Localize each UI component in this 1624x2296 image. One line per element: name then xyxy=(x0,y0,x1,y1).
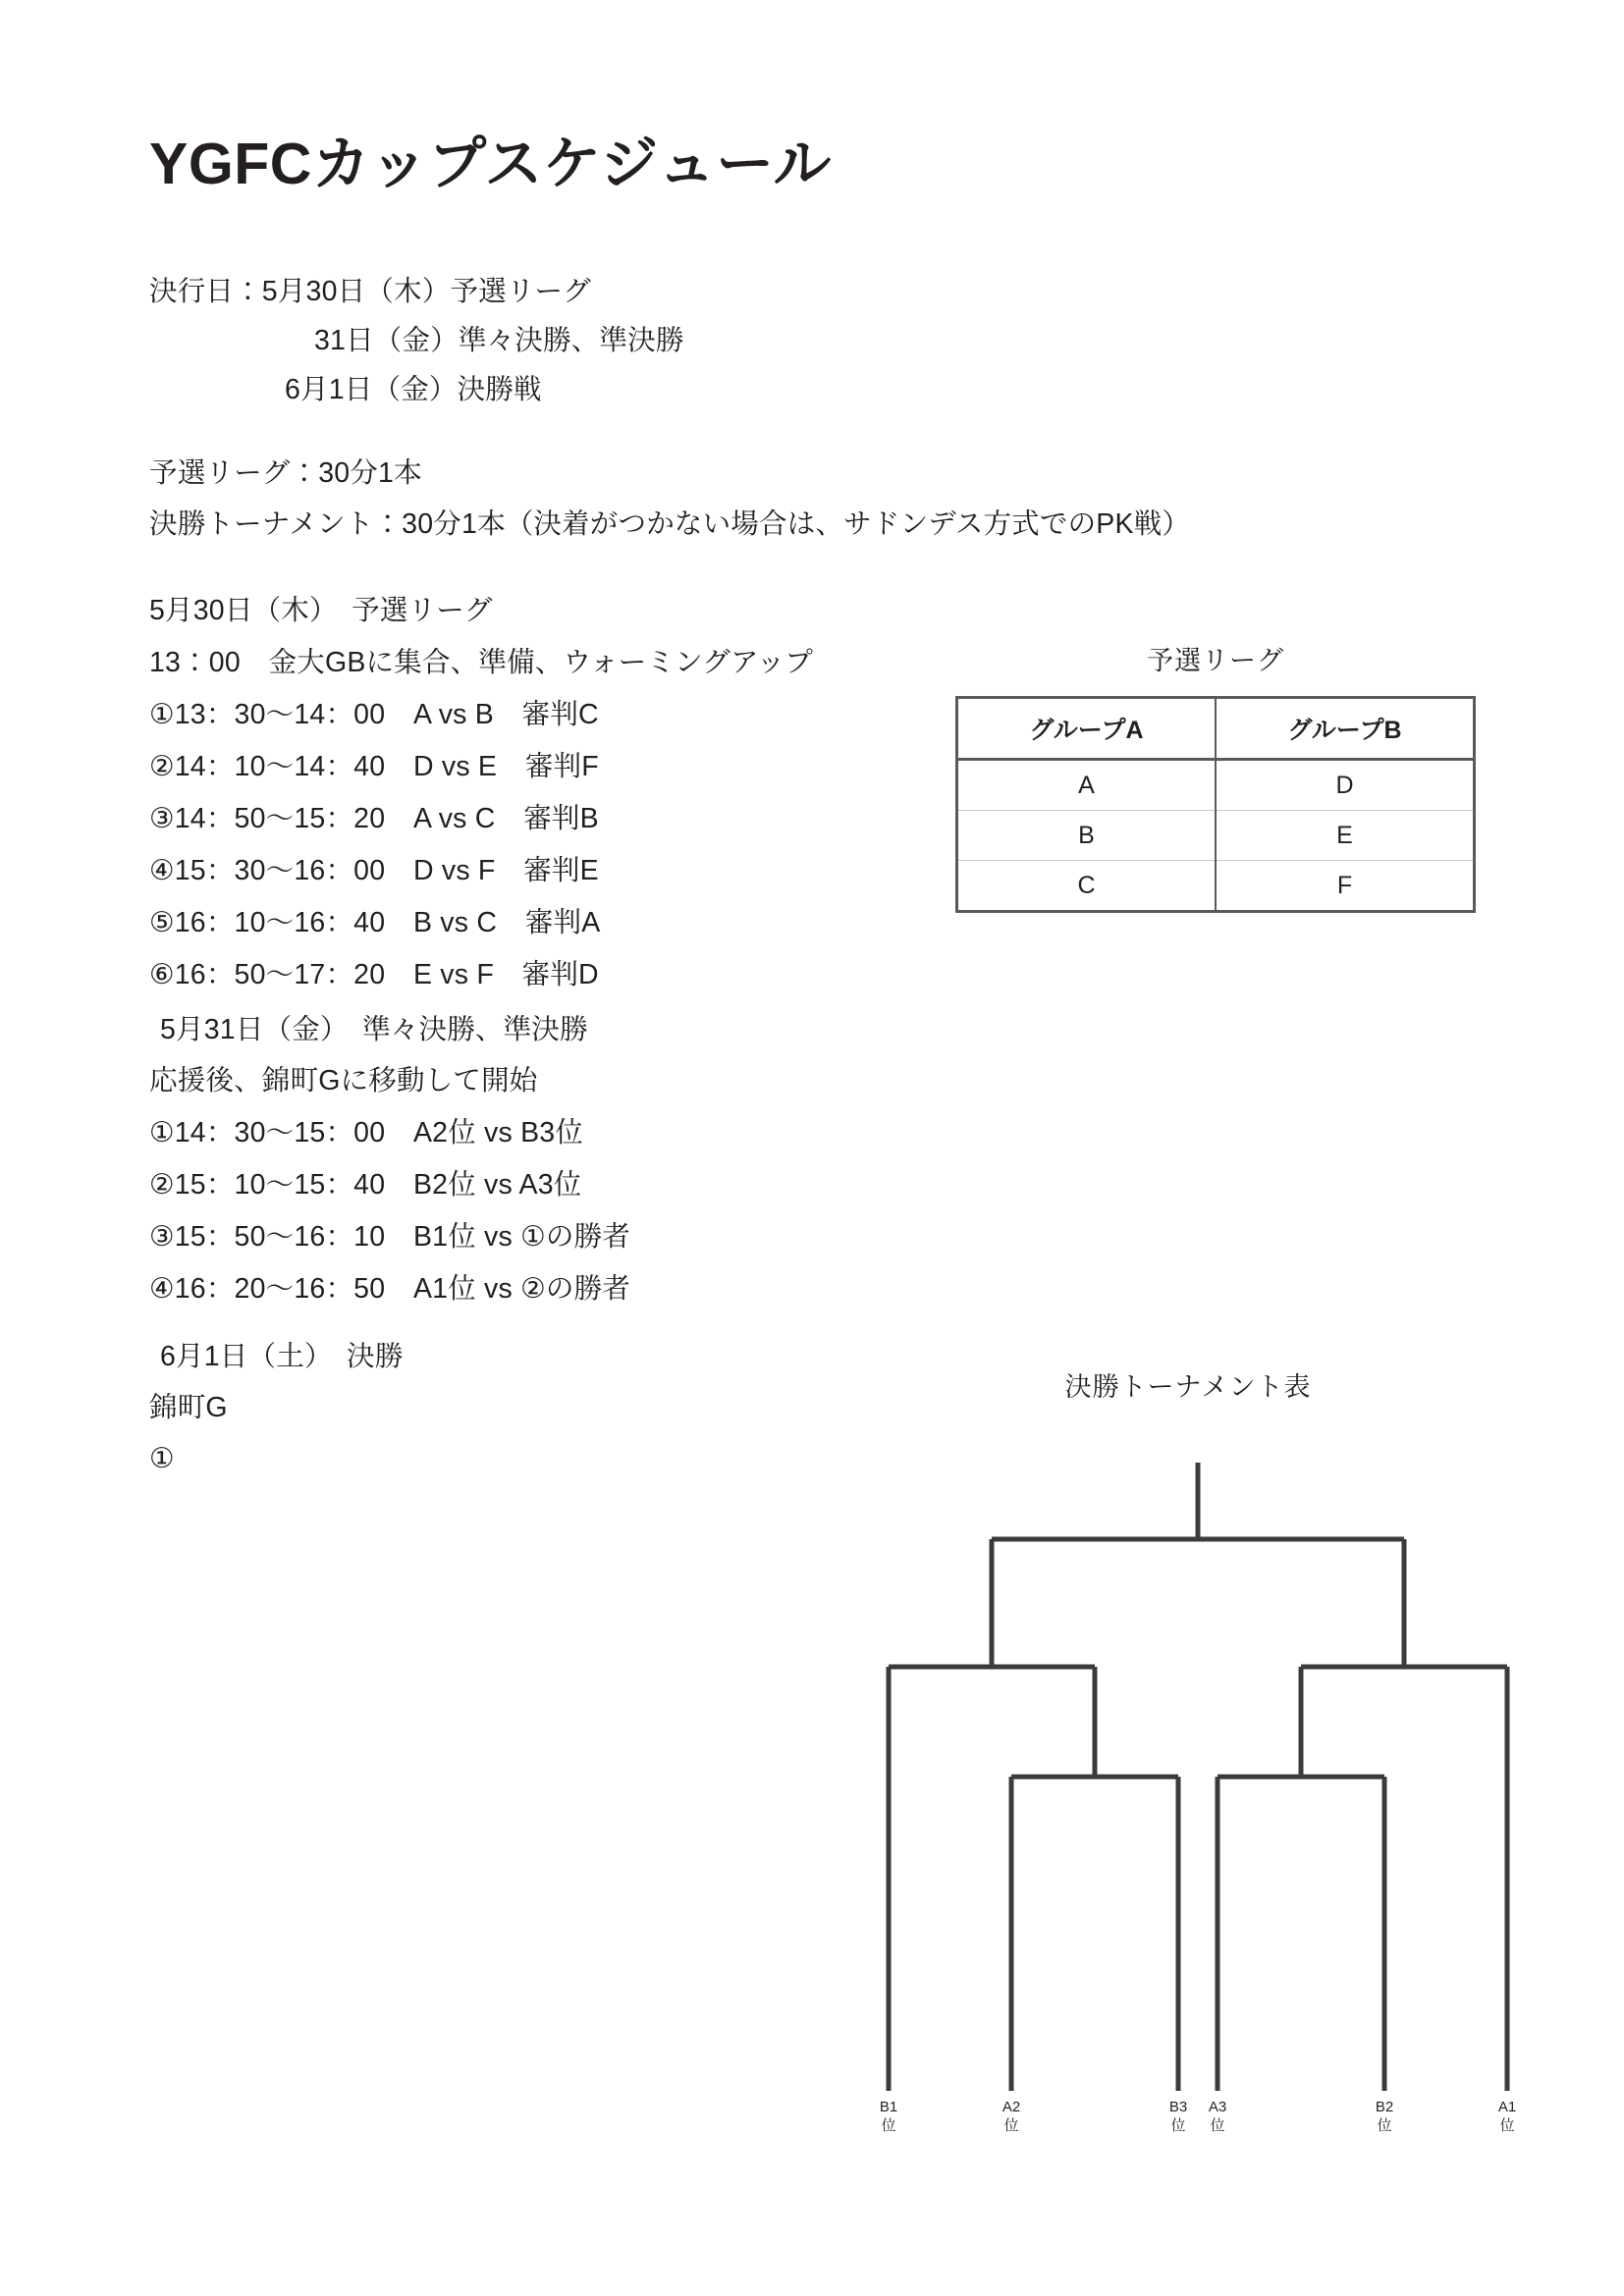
match-number: ③ xyxy=(149,803,175,834)
day1-match-row xyxy=(149,961,599,989)
match-spacer xyxy=(494,959,522,990)
header-line-3: 6月1日（金）決勝戦 xyxy=(285,374,542,405)
league-table xyxy=(955,696,1476,913)
match-fixture: A2位 vs B3位 xyxy=(412,1117,584,1148)
match-spacer xyxy=(385,1273,413,1305)
match-fixture: A1位 vs ②の勝者 xyxy=(412,1273,630,1305)
match-referee: 審判C xyxy=(521,699,599,730)
match-spacer xyxy=(497,907,525,938)
match-fixture: E vs F xyxy=(412,959,494,990)
match-fixture: B vs C xyxy=(412,907,498,938)
day1-match-row xyxy=(149,701,599,729)
match-time: 15：50〜16：10 xyxy=(174,1221,386,1253)
header-line-1: 決行日：5月30日（木）予選リーグ xyxy=(149,276,591,307)
match-spacer xyxy=(385,907,413,938)
header-line-2: 31日（金）準々決勝、準決勝 xyxy=(314,325,684,356)
bracket-entry-label-a3 xyxy=(1183,2099,1252,2136)
column-header-group-b: グループB xyxy=(1216,698,1475,760)
bracket-entry-label-line1: A3 xyxy=(1208,2099,1227,2115)
day1-heading: 5月30日（木） 予選リーグ xyxy=(149,595,493,626)
table-row xyxy=(957,760,1475,811)
day1-match-row xyxy=(149,805,599,833)
match-spacer xyxy=(385,699,413,730)
bracket-entry-label-line1: B2 xyxy=(1375,2099,1394,2115)
bracket-entry-label-line1: A2 xyxy=(1001,2099,1021,2115)
day2-match-row xyxy=(149,1119,583,1148)
bracket-caption: 決勝トーナメント表 xyxy=(1064,1372,1312,1402)
cell-group-b-team: E xyxy=(1216,811,1475,861)
match-number: ① xyxy=(149,1117,175,1148)
match-fixture: A vs B xyxy=(412,699,494,730)
bracket-entry-label-line2: 位 xyxy=(1499,2116,1515,2134)
bracket-entry-label-line2: 位 xyxy=(1377,2116,1392,2134)
day1-gather-line: 13：00 金大GBに集合、準備、ウォーミングアップ xyxy=(149,647,814,678)
bracket-caption-block xyxy=(884,1374,1492,1401)
match-fixture: D vs E xyxy=(412,751,498,782)
match-number: ④ xyxy=(149,855,175,886)
bracket-entry-label-line1: A1 xyxy=(1497,2099,1517,2115)
bracket-entry-label-a1 xyxy=(1473,2099,1542,2136)
cell-group-b-team: F xyxy=(1216,861,1475,912)
day2-note: 応援後、錦町Gに移動して開始 xyxy=(149,1065,538,1096)
match-spacer xyxy=(497,751,525,782)
match-number: ④ xyxy=(149,1273,175,1305)
match-spacer xyxy=(494,699,522,730)
match-referee: 審判D xyxy=(521,959,599,990)
day3-match-number: ① xyxy=(149,1443,175,1474)
match-referee: 審判F xyxy=(524,751,599,782)
match-spacer xyxy=(496,803,524,834)
match-number: ③ xyxy=(149,1221,175,1253)
match-referee: 審判E xyxy=(523,855,599,886)
cell-group-b-team: D xyxy=(1216,760,1475,811)
match-spacer xyxy=(385,1117,413,1148)
column-header-group-a: グループA xyxy=(957,698,1217,760)
match-spacer xyxy=(385,1169,413,1201)
bracket-entry-label-line2: 位 xyxy=(1210,2116,1225,2134)
day3-heading: 6月1日（土） 決勝 xyxy=(160,1341,404,1372)
bracket-entry-label-line1: B1 xyxy=(879,2099,898,2115)
cell-group-a-team: B xyxy=(957,811,1217,861)
bracket-entry-label-line2: 位 xyxy=(1003,2116,1019,2134)
table-row xyxy=(957,861,1475,912)
cell-group-a-team: A xyxy=(957,760,1217,811)
match-time: 15：10〜15：40 xyxy=(174,1169,386,1201)
bracket-entry-label-line2: 位 xyxy=(881,2116,896,2134)
match-fixture: B1位 vs ①の勝者 xyxy=(412,1221,630,1253)
match-spacer xyxy=(385,959,413,990)
match-time: 13：30〜14：00 xyxy=(174,699,386,730)
match-number: ② xyxy=(149,1169,175,1201)
preliminary-league-table-block xyxy=(955,648,1476,913)
match-time: 16：50〜17：20 xyxy=(174,959,386,990)
match-time: 14：30〜15：00 xyxy=(174,1117,386,1148)
day1-match-row xyxy=(149,753,599,781)
day2-match-row xyxy=(149,1171,581,1200)
table-row xyxy=(957,811,1475,861)
match-referee: 審判B xyxy=(523,803,599,834)
bracket-entry-label-line2: 位 xyxy=(1170,2116,1186,2134)
day1-match-row xyxy=(149,909,600,937)
final-tournament-bracket xyxy=(844,1463,1551,2134)
match-spacer xyxy=(385,751,413,782)
match-fixture: A vs C xyxy=(412,803,496,834)
match-fixture: B2位 vs A3位 xyxy=(412,1169,582,1201)
match-time: 14：10〜14：40 xyxy=(174,751,386,782)
match-spacer xyxy=(385,803,413,834)
match-time: 15：30〜16：00 xyxy=(174,855,386,886)
cell-group-a-team: C xyxy=(957,861,1217,912)
match-spacer xyxy=(385,1221,413,1253)
bracket-entry-label-b2 xyxy=(1350,2099,1419,2136)
match-number: ① xyxy=(149,699,175,730)
match-referee: 審判A xyxy=(524,907,601,938)
match-number: ⑥ xyxy=(149,959,175,990)
match-time: 16：10〜16：40 xyxy=(174,907,386,938)
match-fixture: D vs F xyxy=(412,855,496,886)
day2-match-row xyxy=(149,1275,630,1304)
match-number: ② xyxy=(149,751,175,782)
bracket-entry-label-a2 xyxy=(977,2099,1046,2136)
match-spacer xyxy=(385,855,413,886)
rule-line-prelim: 予選リーグ：30分1本 xyxy=(149,457,422,489)
day2-match-row xyxy=(149,1223,630,1252)
day1-match-row xyxy=(149,857,599,885)
match-spacer xyxy=(496,855,524,886)
match-time: 16：20〜16：50 xyxy=(174,1273,386,1305)
bracket-entry-label-line1: B3 xyxy=(1168,2099,1188,2115)
match-number: ⑤ xyxy=(149,907,175,938)
page-title: YGFCカップスケジュール xyxy=(149,132,832,196)
day3-venue: 錦町G xyxy=(149,1392,228,1423)
match-time: 14：50〜15：20 xyxy=(174,803,386,834)
day2-heading: 5月31日（金） 準々決勝、準決勝 xyxy=(160,1014,588,1045)
rule-line-final: 決勝トーナメント：30分1本（決着がつかない場合は、サドンデス方式でのPK戦） xyxy=(149,508,1191,540)
table-header-row xyxy=(957,698,1475,760)
bracket-entry-label-b1 xyxy=(854,2099,923,2136)
league-table-caption: 予選リーグ xyxy=(1147,646,1284,675)
